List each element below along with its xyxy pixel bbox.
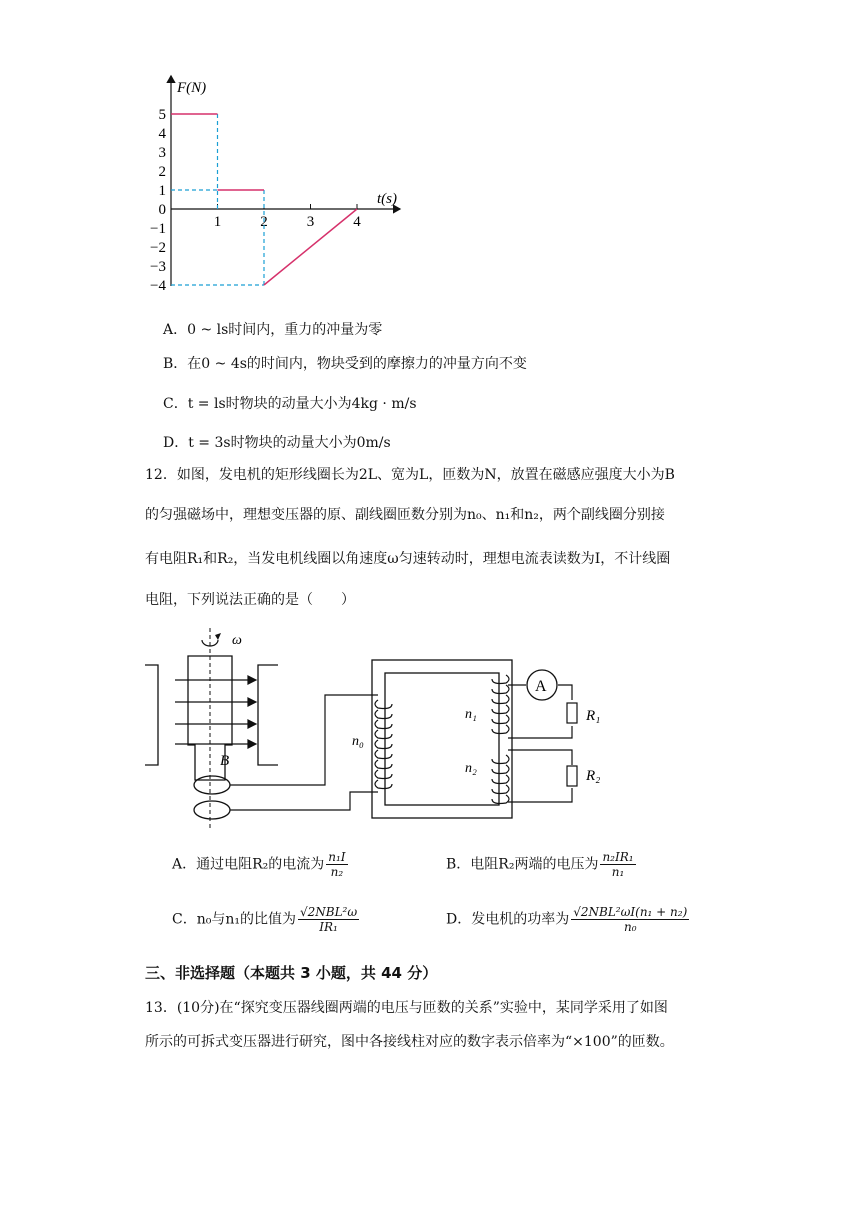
fraction-denominator: n₁ (611, 865, 625, 879)
q11-option-c[interactable]: C．t = ls时物块的动量大小为4kg · m/s (163, 396, 417, 412)
primary-wire-lower (230, 792, 378, 810)
q12-option-b-fraction (600, 850, 635, 879)
slip-ring-lower (194, 801, 230, 819)
q12-option-a-text: A．通过电阻R₂的电流为 (172, 856, 325, 873)
fraction-denominator: n₀ (623, 920, 637, 934)
x-tick-label: 4 (353, 214, 361, 230)
primary-coil (375, 700, 392, 789)
y-tick-label: 5 (158, 107, 166, 123)
fraction-numerator: n₁I (328, 850, 346, 864)
n1-label: n₁ (465, 707, 477, 722)
y-tick-label: 1 (158, 183, 166, 199)
q12-option-c[interactable] (172, 905, 359, 934)
slip-ring-upper (194, 776, 230, 794)
q12-option-a[interactable] (172, 850, 348, 879)
q12-option-d-fraction (571, 905, 689, 934)
force-time-chart (140, 68, 420, 303)
omega-label: ω (232, 633, 242, 648)
R1-label: R₁ (586, 708, 601, 724)
magnet-pole-right (258, 665, 278, 765)
q12-option-c-text: C．n₀与n₁的比值为 (172, 911, 296, 928)
fraction-numerator: √2NBL²ωI(n₁ + n₂) (573, 905, 688, 919)
x-tick-label: 2 (260, 214, 268, 230)
y-tick-label: 0 (158, 202, 166, 218)
q12-stem-line1: 12．如图，发电机的矩形线圈长为2L、宽为L，匝数为N，放置在磁感应强度大小为B (145, 467, 675, 483)
y-axis-label: F(N) (177, 80, 207, 96)
q12-stem-line2: 的匀强磁场中，理想变压器的原、副线圈匝数分别为n₀、n₁和n₂，两个副线圈分别接 (145, 507, 665, 523)
R2-label: R₂ (586, 768, 601, 784)
y-tick-label: 4 (158, 126, 166, 142)
magnet-pole-left (145, 665, 158, 765)
resistor-R2 (567, 766, 577, 786)
x-tick-label: 3 (306, 214, 315, 230)
fraction-denominator: IR₁ (319, 920, 338, 934)
q12-stem-line3: 有电阻R₁和R₂，当发电机线圈以角速度ω匀速转动时，理想电流表读数为I，不计线圈 (145, 551, 671, 567)
q13-stem-line1: 13．(10分)在“探究变压器线圈两端的电压与匝数的关系”实验中，某同学采用了如图 (145, 1000, 668, 1016)
q12-option-a-fraction (326, 850, 347, 879)
n2-label: n₂ (465, 761, 477, 776)
magnetic-field-arrows (175, 676, 256, 748)
q12-stem-line4: 电阻，下列说法正确的是（ ） (145, 592, 355, 608)
secondary-2-circuit (508, 750, 572, 802)
q13-stem-line2: 所示的可拆式变压器进行研究，图中各接线柱对应的数字表示倍率为“×100”的匝数。 (145, 1034, 674, 1050)
q12-option-d-text: D．发电机的功率为 (446, 911, 570, 928)
resistor-R1 (567, 703, 577, 723)
q12-option-c-fraction (298, 905, 359, 934)
n0-label: n₀ (352, 734, 364, 749)
secondary-coil-2 (492, 755, 509, 804)
q11-option-d[interactable]: D．t = 3s时物块的动量大小为0m/s (163, 435, 391, 451)
fraction-denominator: n₂ (330, 865, 344, 879)
q12-option-d[interactable] (446, 905, 689, 934)
y-tick-label: 2 (158, 164, 166, 180)
x-tick-label: 1 (213, 214, 222, 230)
q11-option-b[interactable]: B．在0 ~ 4s的时间内，物块受到的摩擦力的冲量方向不变 (163, 356, 527, 372)
fraction-numerator: n₂IR₁ (602, 850, 634, 864)
generator-transformer-diagram (140, 620, 620, 835)
y-tick-label: −3 (150, 259, 166, 275)
y-tick-label: −2 (150, 240, 166, 256)
y-tick-label: −4 (150, 278, 166, 294)
secondary-coil-1 (492, 675, 509, 734)
transformer-core (372, 660, 512, 818)
y-tick-label: −1 (150, 221, 166, 237)
section-heading: 三、非选择题（本题共 3 小题，共 44 分） (145, 964, 438, 982)
field-B-label: B (220, 753, 230, 769)
y-tick-label: 3 (158, 145, 166, 161)
q12-option-b[interactable] (446, 850, 636, 879)
x-axis-label: t(s) (377, 191, 397, 207)
ammeter-label: A (535, 678, 547, 695)
fraction-numerator: √2NBL²ω (299, 905, 358, 919)
q12-option-b-text: B．电阻R₂两端的电压为 (446, 856, 599, 873)
q11-option-a[interactable]: A．0 ~ ls时间内，重力的冲量为零 (163, 322, 383, 338)
